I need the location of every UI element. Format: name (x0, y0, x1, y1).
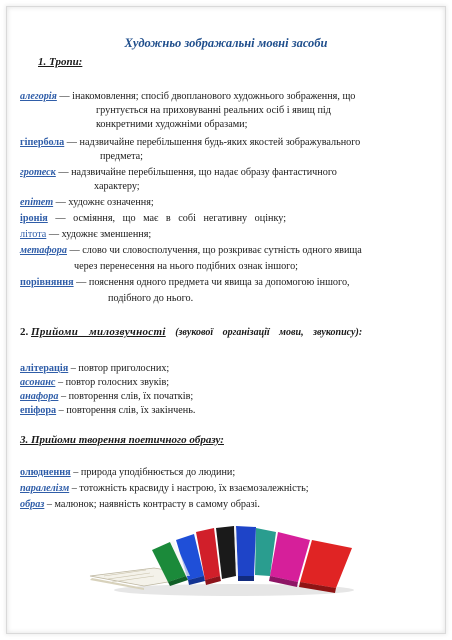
term-metafora: метафора (20, 245, 67, 256)
definition-text: — осміяння, що має в собі негативну оцінку; (47, 213, 287, 224)
term-hiperbola: гіпербола (20, 137, 65, 148)
term-anafora: анафора (20, 391, 59, 402)
definition-text: – тотожність красвиду і настрою, їх взаємозалежність; (69, 483, 309, 494)
definition-text: — надзвичайне перебільшення будь-яких якостей зображувального (64, 137, 361, 148)
definition-text: — художнє зменшення; (46, 229, 152, 240)
page-title: Художньо зображальні мовні засоби (124, 36, 328, 50)
section-2-heading-text: Прийоми милозвучності (31, 326, 166, 338)
definition-continuation: конкретними художніми образами; (96, 119, 248, 130)
definition-text: – повтор голосних звуків; (55, 377, 170, 388)
term-alehoriia: алегорія (20, 91, 57, 102)
term-litota: літота (20, 229, 47, 240)
definition-continuation: через перенесення на нього подібних ознак іншого; (74, 261, 299, 272)
definition-text: — надзвичайне перебільшення, що надає образу фантастичного (55, 167, 337, 178)
term-asonans: асонанс (20, 377, 56, 388)
definition-text: – природа уподібнюється до людини; (70, 467, 236, 478)
list-item (20, 244, 362, 258)
term-ironiia: іронія (20, 213, 48, 224)
definition-text: — інакомовлення; спосіб двопланового художнього зображення, що (56, 91, 356, 102)
term-paralelizm: паралелізм (20, 483, 70, 494)
definition-text: – малюнок; наявність контрасту в самому образі. (44, 499, 260, 510)
list-item (20, 362, 169, 376)
list-item (20, 196, 154, 210)
definition-continuation: предмета; (100, 151, 144, 162)
term-obraz: образ (20, 499, 45, 510)
term-epifora: епіфора (20, 405, 57, 416)
list-item (20, 498, 260, 512)
section-2-subheading: (звукової організації мови, звукопису): (165, 327, 363, 338)
section-2-heading (20, 326, 362, 338)
term-porivniannia: порівняння (20, 277, 74, 288)
section-2-number: 2. (20, 326, 31, 338)
definition-continuation: грунтується на приховуванні реальних осіб і явищ під (96, 105, 331, 116)
definition-text: – повторення слів, їх закінчень. (56, 405, 196, 416)
definition-text: — слово чи словосполучення, що розкриває сутність одного явища (66, 245, 362, 256)
list-item (20, 276, 350, 290)
list-item (20, 166, 337, 180)
section-1-heading (38, 56, 82, 68)
list-item (20, 376, 169, 390)
term-oliudnennia: олюднення (20, 467, 71, 478)
term-epitet: епітет (20, 197, 54, 208)
term-aliteratsiia: алітерація (20, 363, 69, 374)
list-item (20, 228, 151, 242)
list-item (20, 90, 355, 104)
definition-text: – повторення слів, їх початків; (58, 391, 194, 402)
section-1-heading-text: 1. Тропи: (38, 56, 83, 68)
list-item (20, 482, 309, 496)
section-3-heading (20, 434, 224, 446)
section-3-heading-text: 3. Прийоми творення поетичного образу: (20, 434, 224, 446)
list-item (20, 404, 195, 418)
definition-text: — художнє означення; (53, 197, 154, 208)
list-item (20, 136, 360, 150)
books-icon (84, 518, 374, 598)
definition-continuation: характеру; (94, 181, 140, 192)
term-grotesk: гротеск (20, 167, 56, 178)
list-item (20, 390, 193, 404)
list-item (20, 212, 286, 226)
definition-text: — пояснення одного предмета чи явища за допомогою іншого, (73, 277, 350, 288)
list-item (20, 466, 235, 480)
definition-text: – повтор приголосних; (68, 363, 170, 374)
definition-continuation: подібного до нього. (108, 293, 194, 304)
